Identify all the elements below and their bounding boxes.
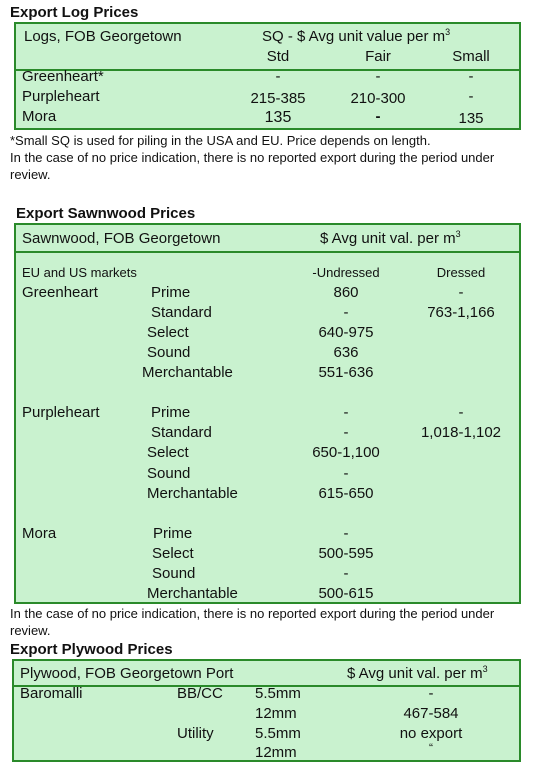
log-row-std: 215-385 bbox=[250, 90, 306, 107]
ply-value: 467-584 bbox=[403, 705, 459, 722]
ply-size: 12mm bbox=[255, 705, 297, 722]
sawn-undressed: - bbox=[343, 525, 349, 542]
sawn-dressed: - bbox=[458, 284, 464, 301]
ply-value: no export bbox=[399, 725, 463, 742]
sawn-grade: Merchantable bbox=[147, 485, 238, 502]
log-row-name: Purpleheart bbox=[22, 88, 100, 105]
sawn-prices-title: Export Sawnwood Prices bbox=[16, 205, 196, 222]
sawn-col-dressed: Dressed bbox=[436, 265, 486, 280]
log-header-left: Logs, FOB Georgetown bbox=[24, 28, 182, 45]
sawn-undressed: 636 bbox=[333, 344, 359, 361]
sawn-undressed: - bbox=[343, 404, 349, 421]
log-prices-title: Export Log Prices bbox=[10, 4, 139, 21]
sawn-dressed: 1,018-1,102 bbox=[420, 424, 502, 441]
sawn-undressed: - bbox=[343, 465, 349, 482]
sawn-markets: EU and US markets bbox=[22, 265, 137, 280]
sawn-dressed: - bbox=[458, 404, 464, 421]
ply-value: - bbox=[428, 685, 434, 702]
ply-header-left: Plywood, FOB Georgetown Port bbox=[20, 665, 234, 682]
log-row-fair: - bbox=[375, 108, 381, 125]
ply-size: 12mm bbox=[255, 744, 297, 761]
sawn-grade: Standard bbox=[151, 304, 212, 321]
ply-grade: BB/CC bbox=[177, 685, 223, 702]
sawn-undressed: 500-595 bbox=[318, 545, 374, 562]
log-row-fair: 210-300 bbox=[350, 90, 406, 107]
log-prices-table bbox=[14, 22, 521, 130]
ply-header-right: $ Avg unit val. per $m^3$ bbox=[347, 664, 488, 682]
sawn-undressed: - bbox=[343, 304, 349, 321]
ply-species: Baromalli bbox=[20, 685, 83, 702]
log-row-fair: - bbox=[375, 68, 381, 85]
sawn-undressed: 860 bbox=[333, 284, 359, 301]
sawn-note: In the case of no price indication, there is no reported export during the period under review. bbox=[10, 606, 495, 638]
sawn-grade: Sound bbox=[147, 344, 191, 361]
log-row-small: - bbox=[468, 88, 474, 105]
log-row-std: 135 bbox=[264, 109, 292, 126]
log-row-std: - bbox=[275, 68, 281, 85]
sawn-grade: Sound bbox=[147, 465, 191, 482]
sawn-species: Greenheart bbox=[22, 284, 98, 301]
sawn-header-right: $ Avg unit val. per $m^3$ bbox=[320, 229, 461, 247]
sawn-grade: Standard bbox=[151, 424, 212, 441]
log-row-small: - bbox=[468, 68, 474, 85]
ply-value: “ bbox=[429, 741, 433, 755]
ply-prices-title: Export Plywood Prices bbox=[10, 641, 173, 658]
sawn-undressed: 640-975 bbox=[318, 324, 374, 341]
log-row-small: 135 bbox=[458, 110, 484, 127]
sawn-species: Purpleheart bbox=[22, 404, 100, 421]
sawn-undressed: - bbox=[343, 424, 349, 441]
sawn-grade: Sound bbox=[152, 565, 196, 582]
sawn-undressed: 650-1,100 bbox=[312, 444, 380, 461]
ply-size: 5.5mm bbox=[255, 725, 301, 742]
log-col-small: Small bbox=[452, 48, 490, 65]
sawn-grade: Select bbox=[147, 324, 189, 341]
log-footnote: *Small SQ is used for piling in the USA and EU. Price depends on length. bbox=[10, 133, 431, 148]
ply-prices-table bbox=[12, 659, 521, 762]
sawn-grade: Prime bbox=[151, 284, 191, 301]
log-row-name: Greenheart* bbox=[22, 68, 104, 85]
sawn-species: Mora bbox=[22, 525, 57, 542]
sawn-dressed: 763-1,166 bbox=[427, 304, 495, 321]
sawn-grade: Merchantable bbox=[142, 364, 233, 381]
log-header-right: SQ - $ Avg unit value per $m^3$ bbox=[262, 27, 451, 45]
sawn-undressed: 500-615 bbox=[318, 585, 374, 602]
sawn-grade: Select bbox=[147, 444, 189, 461]
log-col-fair: Fair bbox=[365, 48, 391, 65]
sawn-prices-table bbox=[14, 223, 521, 604]
ply-grade: Utility bbox=[177, 725, 214, 742]
sawn-grade: Merchantable bbox=[147, 585, 238, 602]
sawn-undressed: 551-636 bbox=[318, 364, 374, 381]
sawn-header-left: Sawnwood, FOB Georgetown bbox=[22, 230, 221, 247]
log-col-std: Std bbox=[266, 48, 290, 65]
sawn-undressed: - bbox=[343, 565, 349, 582]
log-note: In the case of no price indication, there is no reported export during the period under review. bbox=[10, 150, 495, 182]
sawn-grade: Prime bbox=[153, 525, 193, 542]
sawn-undressed: 615-650 bbox=[318, 485, 374, 502]
sawn-col-undressed: -Undressed bbox=[312, 265, 380, 280]
log-row-name: Mora bbox=[22, 108, 57, 125]
sawn-header-divider bbox=[16, 251, 519, 253]
sawn-grade: Select bbox=[152, 545, 194, 562]
ply-size: 5.5mm bbox=[255, 685, 301, 702]
sawn-grade: Prime bbox=[151, 404, 191, 421]
